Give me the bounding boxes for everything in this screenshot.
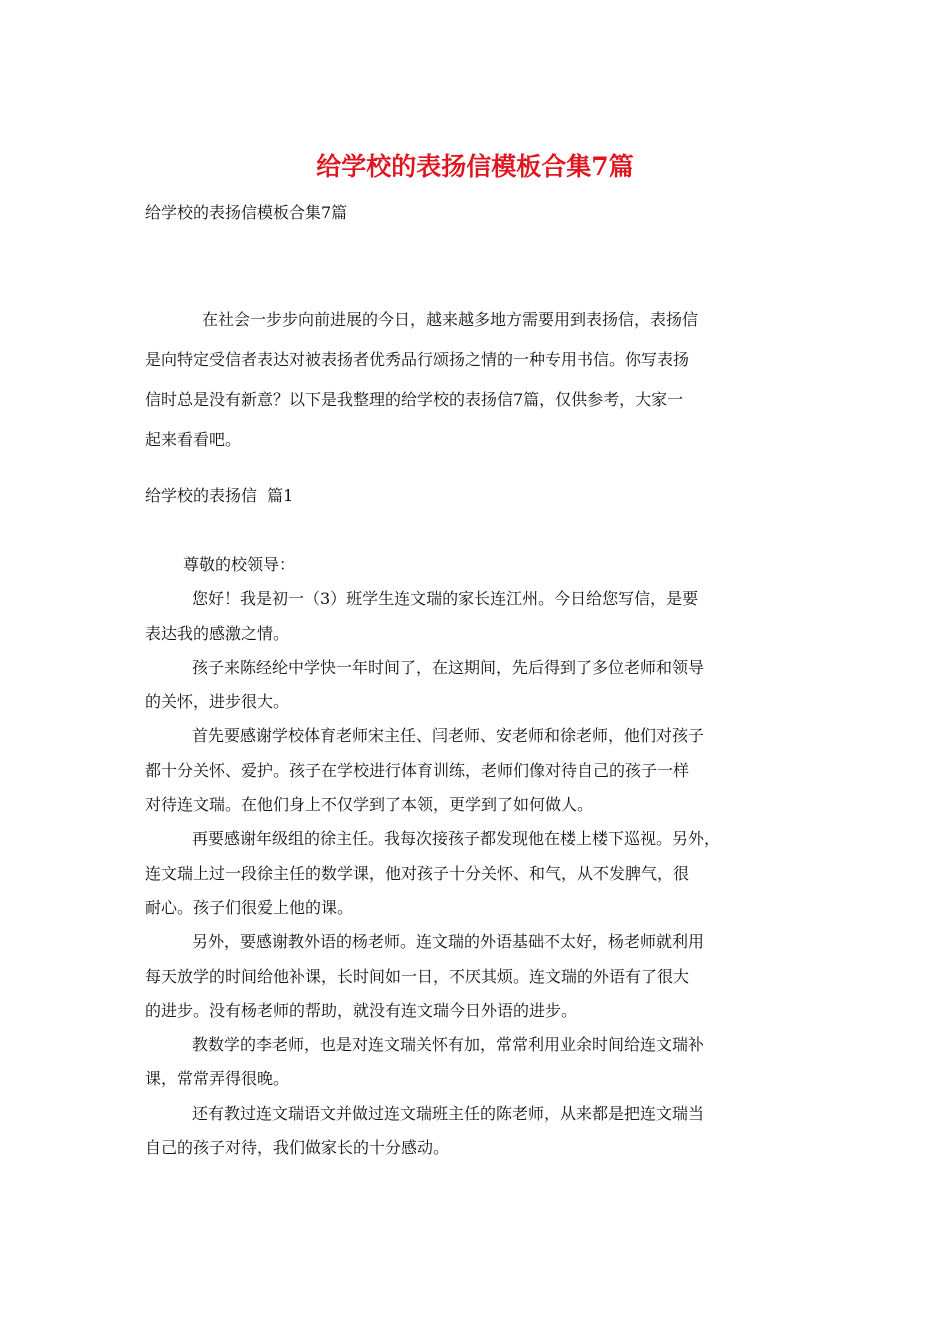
paragraph-line: 的进步。没有杨老师的帮助，就没有连文瑞今日外语的进步。	[145, 1000, 578, 1020]
paragraph-line: 首先要感谢学校体育老师宋主任、闫老师、安老师和徐老师，他们对孩子	[192, 726, 705, 746]
paragraph-line: 对待连文瑞。在他们身上不仅学到了本领，更学到了如何做人。	[145, 795, 594, 815]
paragraph-line: 教数学的李老师，也是对连文瑞关怀有加，常常利用业余时间给连文瑞补	[192, 1035, 705, 1055]
intro-paragraph	[145, 300, 810, 460]
paragraph-line: 您好！我是初一（3）班学生连文瑞的家长连江州。今日给您写信，是要	[192, 589, 699, 609]
paragraph-line: 的关怀，进步很大。	[145, 692, 290, 712]
paragraph-line: 表达我的感激之情。	[145, 623, 290, 643]
letter-paragraph	[145, 719, 825, 822]
letter-paragraph	[145, 582, 825, 651]
letter-paragraph	[145, 822, 825, 925]
letter-paragraph	[145, 925, 825, 1028]
paragraph-line: 再要感谢年级组的徐主任。我每次接孩子都发现他在楼上楼下巡视。另外，	[192, 829, 721, 849]
letter-body	[145, 548, 825, 1165]
paragraph-line: 孩子来陈经纶中学快一年时间了，在这期间，先后得到了多位老师和领导	[192, 657, 705, 677]
intro-line: 在社会一步步向前进展的今日，越来越多地方需要用到表扬信，表扬信	[202, 310, 699, 329]
intro-line: 是向特定受信者表达对被表扬者优秀品行颂扬之情的一种专用书信。你写表扬	[145, 350, 690, 369]
document-title: 给学校的表扬信模板合集7篇	[316, 152, 634, 181]
document-subtitle: 给学校的表扬信模板合集7篇	[145, 203, 348, 222]
paragraph-line: 每天放学的时间给他补课，长时间如一日，不厌其烦。连文瑞的外语有了很大	[145, 966, 690, 986]
paragraph-line: 耐心。孩子们很爱上他的课。	[145, 897, 354, 917]
paragraph-line: 另外，要感谢教外语的杨老师。连文瑞的外语基础不太好，杨老师就利用	[192, 932, 705, 952]
letter-paragraph	[145, 651, 825, 720]
paragraph-line: 还有教过连文瑞语文并做过连文瑞班主任的陈老师，从来都是把连文瑞当	[192, 1103, 705, 1123]
salutation-line: 尊敬的校领导：	[183, 555, 296, 574]
paragraph-line: 自己的孩子对待，我们做家长的十分感动。	[145, 1138, 450, 1158]
intro-line: 信时总是没有新意？以下是我整理的给学校的表扬信7篇，仅供参考，大家一	[145, 390, 684, 409]
letter-paragraph	[145, 1028, 825, 1097]
intro-line: 起来看看吧。	[145, 430, 242, 449]
paragraph-line: 都十分关怀、爱护。孩子在学校进行体育训练，老师们像对待自己的孩子一样	[145, 760, 690, 780]
section-heading: 给学校的表扬信 篇1	[145, 486, 294, 505]
paragraph-line: 课，常常弄得很晚。	[145, 1069, 290, 1089]
letter-paragraph	[145, 1097, 825, 1166]
salutation	[145, 548, 825, 582]
paragraph-line: 连文瑞上过一段徐主任的数学课，他对孩子十分关怀、和气，从不发脾气，很	[145, 863, 690, 883]
